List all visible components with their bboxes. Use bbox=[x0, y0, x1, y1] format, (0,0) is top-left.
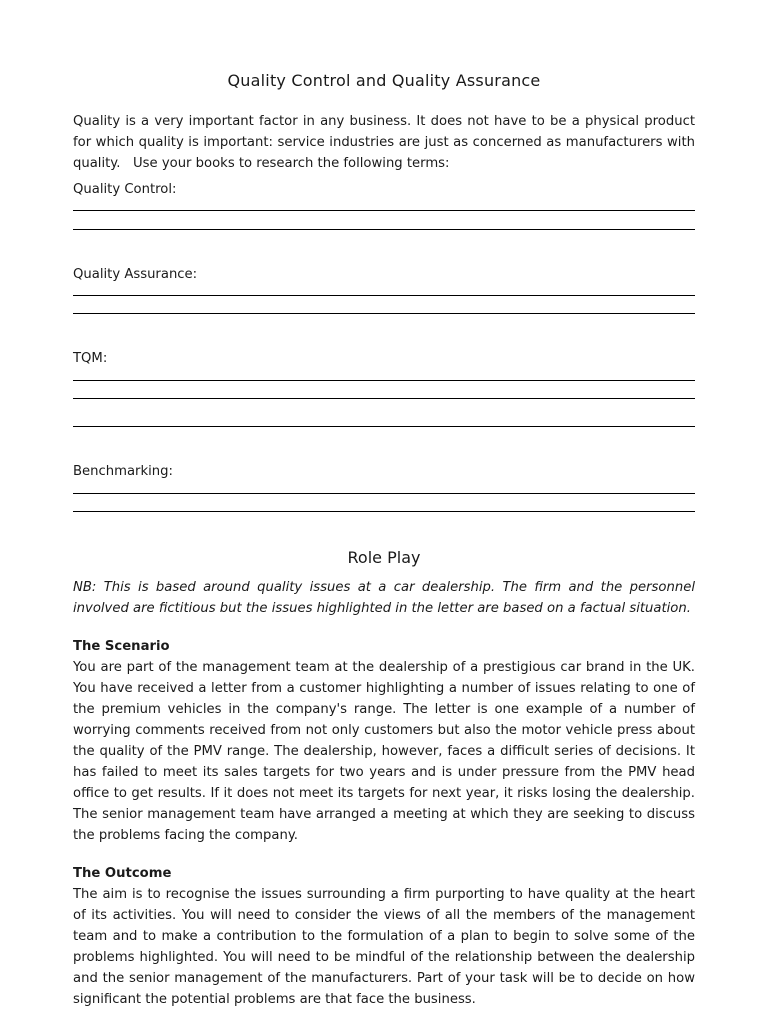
tqm-label: TQM: bbox=[73, 351, 108, 366]
page-title: Quality Control and Quality Assurance bbox=[227, 71, 541, 90]
quality-assurance-answer-line-2 bbox=[73, 313, 695, 314]
outcome-text: The aim is to recognise the issues surrounding a firm purporting to have quality at the heart of its activities. You will need to consider the views of all the members of the management team and to make a contribution to the formulation of a plan to begin to solve some of the problems highlighted. You will need to be mindful of the relationship between the dealership and the senior management of the manufacturers. Part of your task will be to decide on how significant the potential problems are that face the business. bbox=[73, 887, 695, 1007]
quality-control-answer-line-1 bbox=[73, 210, 695, 211]
quality-control-answer-line-2 bbox=[73, 229, 695, 230]
quality-assurance-answer-line-1 bbox=[73, 295, 695, 296]
quality-control-label: Quality Control: bbox=[73, 182, 177, 197]
tqm-answer-line-3 bbox=[73, 426, 695, 427]
outcome-heading: The Outcome bbox=[73, 866, 172, 881]
benchmarking-answer-line-1 bbox=[73, 493, 695, 494]
quality-assurance-label: Quality Assurance: bbox=[73, 267, 198, 282]
scenario-text: You are part of the management team at the dealership of a prestigious car brand in the UK. You have received a letter from a customer highlighting a number of issues relating to one of the premium vehicles in the company's range. The letter is one example of a number of worrying comments received from not only customers but also the motor vehicle press about the quality of the PMV range. The dealership, however, faces a difficult series of decisions. It has failed to meet its sales targets for two years and is under pressure from the PMV head office to get results. If it does not meet its targets for next year, it risks losing the dealership. The senior management team have arranged a meeting at which they are seeking to discuss the problems facing the company. bbox=[73, 660, 695, 843]
role-play-title: Role Play bbox=[347, 548, 421, 567]
benchmarking-answer-line-2 bbox=[73, 511, 695, 512]
tqm-answer-line-1 bbox=[73, 380, 695, 381]
intro-paragraph: Quality is a very important factor in any business. It does not have to be a physical product for which quality is important: service industries are just as concerned as manufacturers with quality. Use your books to research the following terms: bbox=[73, 114, 695, 171]
tqm-answer-line-2 bbox=[73, 398, 695, 399]
scenario-heading: The Scenario bbox=[73, 639, 170, 654]
benchmarking-label: Benchmarking: bbox=[73, 464, 173, 479]
role-play-note: NB: This is based around quality issues at a car dealership. The firm and the personnel involved are fictitious but the issues highlighted in the letter are based on a factual situation. bbox=[73, 580, 695, 616]
